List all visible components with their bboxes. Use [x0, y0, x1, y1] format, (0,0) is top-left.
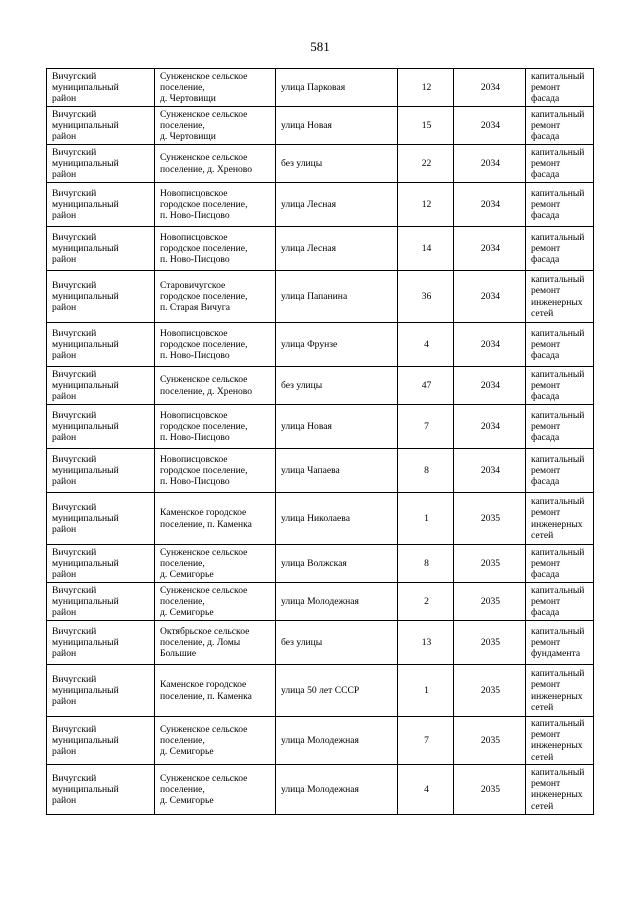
settlement-text: Новописцовское городское поселение, п. Ново-Писцово	[160, 231, 248, 266]
year-text: 2035	[480, 783, 501, 795]
street-cell	[276, 69, 398, 107]
street-cell	[276, 764, 398, 814]
house-number-text: 14	[421, 242, 432, 254]
district-text: Вичугский муниципальный район	[52, 327, 119, 362]
street-cell	[276, 271, 398, 323]
district-text: Вичугский муниципальный район	[52, 279, 119, 314]
district-text: Вичугский муниципальный район	[52, 584, 119, 619]
district-cell	[47, 665, 155, 717]
table-row	[47, 323, 594, 367]
street-cell	[276, 107, 398, 145]
year-text: 2034	[480, 290, 501, 302]
street-text: улица Парковая	[281, 81, 346, 93]
house-number-text: 2	[424, 595, 429, 607]
district-text: Вичугский муниципальный район	[52, 231, 119, 266]
house-number-text: 4	[424, 783, 429, 795]
table-row	[47, 449, 594, 493]
settlement-text: Новописцовское городское поселение, п. Ново-Писцово	[160, 327, 248, 362]
year-cell	[454, 545, 526, 583]
house-number-text: 7	[424, 420, 429, 432]
house-number-cell	[398, 183, 454, 227]
district-cell	[47, 271, 155, 323]
district-text: Вичугский муниципальный район	[52, 546, 119, 581]
table-row	[47, 367, 594, 405]
year-text: 2035	[480, 595, 501, 607]
street-cell	[276, 405, 398, 449]
year-text: 2034	[480, 379, 501, 391]
street-cell	[276, 621, 398, 665]
street-text: улица Молодежная	[281, 734, 359, 746]
settlement-cell	[155, 449, 276, 493]
table-row	[47, 717, 594, 765]
work-type-cell	[526, 583, 594, 621]
house-number-cell	[398, 545, 454, 583]
settlement-text: Сунженское сельское поселение, д. Семигорье	[160, 546, 248, 581]
street-text: улица Лесная	[281, 198, 337, 210]
district-cell	[47, 545, 155, 583]
house-number-cell	[398, 583, 454, 621]
district-cell	[47, 493, 155, 545]
table-row	[47, 107, 594, 145]
year-text: 2034	[480, 198, 501, 210]
work-type-cell	[526, 145, 594, 183]
work-type-text: капитальный ремонт инженерных сетей	[531, 718, 585, 763]
settlement-text: Сунженское сельское поселение, д. Семигорье	[160, 772, 248, 806]
work-type-text: капитальный ремонт фасада	[531, 187, 585, 222]
district-cell	[47, 449, 155, 493]
district-cell	[47, 764, 155, 814]
street-cell	[276, 227, 398, 271]
settlement-cell	[155, 764, 276, 814]
work-type-cell	[526, 69, 594, 107]
year-text: 2034	[480, 119, 501, 131]
district-cell	[47, 145, 155, 183]
settlement-cell	[155, 583, 276, 621]
district-cell	[47, 323, 155, 367]
year-text: 2034	[480, 81, 501, 93]
district-text: Вичугский муниципальный район	[52, 70, 119, 105]
work-type-cell	[526, 665, 594, 717]
year-cell	[454, 583, 526, 621]
page-number: 581	[310, 39, 330, 54]
year-cell	[454, 271, 526, 323]
district-cell	[47, 621, 155, 665]
settlement-cell	[155, 621, 276, 665]
house-number-cell	[398, 367, 454, 405]
settlement-cell	[155, 145, 276, 183]
work-type-text: капитальный ремонт фасада	[531, 108, 585, 143]
house-number-cell	[398, 227, 454, 271]
district-text: Вичугский муниципальный район	[52, 772, 119, 806]
work-type-text: капитальный ремонт фасада	[531, 231, 585, 266]
settlement-text: Сунженское сельское поселение, д. Семигорье	[160, 723, 248, 757]
house-number-cell	[398, 493, 454, 545]
year-text: 2034	[480, 464, 501, 476]
settlement-text: Старовичугское городское поселение, п. Старая Вичуга	[160, 279, 248, 314]
street-text: без улицы	[281, 157, 323, 169]
year-text: 2034	[480, 157, 501, 169]
registry-table	[46, 68, 594, 815]
work-type-cell	[526, 545, 594, 583]
house-number-text: 22	[421, 157, 432, 169]
work-type-text: капитальный ремонт фасада	[531, 368, 585, 403]
house-number-text: 12	[421, 198, 432, 210]
district-text: Вичугский муниципальный район	[52, 146, 119, 181]
table-row	[47, 271, 594, 323]
house-number-text: 13	[421, 636, 432, 648]
district-cell	[47, 69, 155, 107]
street-cell	[276, 367, 398, 405]
settlement-text: Сунженское сельское поселение, д. Хреново	[160, 152, 253, 175]
settlement-cell	[155, 493, 276, 545]
table-row	[47, 227, 594, 271]
house-number-cell	[398, 717, 454, 765]
street-cell	[276, 493, 398, 545]
work-type-cell	[526, 183, 594, 227]
house-number-text: 7	[424, 734, 429, 746]
year-cell	[454, 717, 526, 765]
settlement-cell	[155, 367, 276, 405]
house-number-text: 4	[424, 338, 429, 350]
house-number-cell	[398, 764, 454, 814]
year-cell	[454, 665, 526, 717]
street-text: улица Молодежная	[281, 783, 359, 795]
work-type-text: капитальный ремонт фасада	[531, 327, 585, 362]
settlement-cell	[155, 545, 276, 583]
district-cell	[47, 227, 155, 271]
house-number-text: 8	[424, 464, 429, 476]
street-text: улица Чапаева	[281, 464, 340, 476]
work-type-cell	[526, 493, 594, 545]
street-text: улица Новая	[281, 420, 332, 432]
year-text: 2035	[480, 684, 501, 696]
year-cell	[454, 405, 526, 449]
street-cell	[276, 665, 398, 717]
district-text: Вичугский муниципальный район	[52, 625, 119, 660]
year-cell	[454, 449, 526, 493]
house-number-cell	[398, 145, 454, 183]
house-number-text: 47	[421, 379, 432, 391]
street-cell	[276, 145, 398, 183]
table-row	[47, 764, 594, 814]
year-text: 2035	[480, 734, 501, 746]
house-number-cell	[398, 449, 454, 493]
work-type-text: капитальный ремонт инженерных сетей	[531, 668, 585, 713]
house-number-cell	[398, 665, 454, 717]
house-number-cell	[398, 621, 454, 665]
district-cell	[47, 107, 155, 145]
settlement-cell	[155, 665, 276, 717]
year-cell	[454, 367, 526, 405]
work-type-cell	[526, 367, 594, 405]
street-text: без улицы	[281, 636, 323, 648]
street-text: улица Лесная	[281, 242, 337, 254]
year-cell	[454, 621, 526, 665]
work-type-cell	[526, 449, 594, 493]
settlement-text: Сунженское сельское поселение, д. Семигорье	[160, 584, 248, 619]
table-row	[47, 583, 594, 621]
street-cell	[276, 183, 398, 227]
settlement-text: Каменское городское поселение, п. Каменка	[160, 507, 252, 530]
district-text: Вичугский муниципальный район	[52, 673, 119, 708]
work-type-text: капитальный ремонт инженерных сетей	[531, 274, 585, 319]
year-cell	[454, 183, 526, 227]
district-text: Вичугский муниципальный район	[52, 723, 119, 757]
settlement-text: Новописцовское городское поселение, п. Ново-Писцово	[160, 187, 248, 222]
house-number-cell	[398, 323, 454, 367]
house-number-text: 12	[421, 81, 432, 93]
district-cell	[47, 583, 155, 621]
street-text: улица Молодежная	[281, 595, 359, 607]
work-type-text: капитальный ремонт фундамента	[531, 625, 585, 660]
district-text: Вичугский муниципальный район	[52, 409, 119, 444]
street-cell	[276, 449, 398, 493]
house-number-text: 8	[424, 557, 429, 569]
table-row	[47, 405, 594, 449]
district-text: Вичугский муниципальный район	[52, 187, 119, 222]
settlement-cell	[155, 271, 276, 323]
district-cell	[47, 367, 155, 405]
year-text: 2035	[480, 636, 501, 648]
street-text: улица 50 лет СССР	[281, 684, 360, 696]
year-cell	[454, 323, 526, 367]
house-number-text: 36	[421, 290, 432, 302]
table-row	[47, 545, 594, 583]
settlement-cell	[155, 69, 276, 107]
work-type-cell	[526, 764, 594, 814]
settlement-cell	[155, 183, 276, 227]
settlement-text: Октябрьское сельское поселение, д. Ломы Большие	[160, 625, 250, 660]
year-text: 2034	[480, 338, 501, 350]
work-type-text: капитальный ремонт инженерных сетей	[531, 496, 585, 541]
year-cell	[454, 107, 526, 145]
district-cell	[47, 405, 155, 449]
settlement-cell	[155, 323, 276, 367]
district-text: Вичугский муниципальный район	[52, 368, 119, 403]
work-type-cell	[526, 227, 594, 271]
table-row	[47, 183, 594, 227]
work-type-text: капитальный ремонт фасада	[531, 70, 585, 105]
street-text: улица Николаева	[281, 512, 350, 524]
year-text: 2034	[480, 242, 501, 254]
settlement-text: Сунженское сельское поселение, д. Хреново	[160, 374, 253, 397]
settlement-text: Новописцовское городское поселение, п. Ново-Писцово	[160, 409, 248, 444]
house-number-cell	[398, 405, 454, 449]
work-type-text: капитальный ремонт фасада	[531, 409, 585, 444]
street-text: улица Фрунзе	[281, 338, 338, 350]
year-text: 2035	[480, 512, 501, 524]
street-text: улица Волжская	[281, 557, 347, 569]
registry-rows	[47, 69, 594, 815]
street-text: без улицы	[281, 379, 323, 391]
work-type-cell	[526, 271, 594, 323]
street-text: улица Новая	[281, 119, 332, 131]
street-text: улица Папанина	[281, 290, 348, 302]
settlement-text: Сунженское сельское поселение, д. Чертовищи	[160, 70, 248, 105]
work-type-text: капитальный ремонт инженерных сетей	[531, 766, 585, 812]
table-row	[47, 665, 594, 717]
settlement-text: Сунженское сельское поселение, д. Чертовищи	[160, 108, 248, 143]
house-number-text: 1	[424, 512, 429, 524]
table-row	[47, 493, 594, 545]
year-text: 2035	[480, 557, 501, 569]
year-cell	[454, 493, 526, 545]
street-cell	[276, 323, 398, 367]
work-type-cell	[526, 107, 594, 145]
street-cell	[276, 545, 398, 583]
house-number-cell	[398, 271, 454, 323]
house-number-text: 1	[424, 684, 429, 696]
district-text: Вичугский муниципальный район	[52, 453, 119, 488]
house-number-cell	[398, 69, 454, 107]
settlement-cell	[155, 107, 276, 145]
table-row	[47, 621, 594, 665]
work-type-cell	[526, 405, 594, 449]
work-type-text: капитальный ремонт фасада	[531, 453, 585, 488]
year-text: 2034	[480, 420, 501, 432]
year-cell	[454, 764, 526, 814]
year-cell	[454, 145, 526, 183]
district-cell	[47, 183, 155, 227]
work-type-text: капитальный ремонт фасада	[531, 146, 585, 181]
settlement-cell	[155, 717, 276, 765]
settlement-cell	[155, 227, 276, 271]
work-type-text: капитальный ремонт фасада	[531, 546, 585, 581]
house-number-cell	[398, 107, 454, 145]
work-type-cell	[526, 717, 594, 765]
settlement-text: Новописцовское городское поселение, п. Ново-Писцово	[160, 453, 248, 488]
settlement-text: Каменское городское поселение, п. Каменка	[160, 679, 252, 702]
settlement-cell	[155, 405, 276, 449]
district-cell	[47, 717, 155, 765]
work-type-text: капитальный ремонт фасада	[531, 584, 585, 619]
district-text: Вичугский муниципальный район	[52, 501, 119, 536]
work-type-cell	[526, 323, 594, 367]
house-number-text: 15	[421, 119, 432, 131]
table-row	[47, 69, 594, 107]
street-cell	[276, 583, 398, 621]
table-row	[47, 145, 594, 183]
street-cell	[276, 717, 398, 765]
year-cell	[454, 69, 526, 107]
district-text: Вичугский муниципальный район	[52, 108, 119, 143]
work-type-cell	[526, 621, 594, 665]
year-cell	[454, 227, 526, 271]
